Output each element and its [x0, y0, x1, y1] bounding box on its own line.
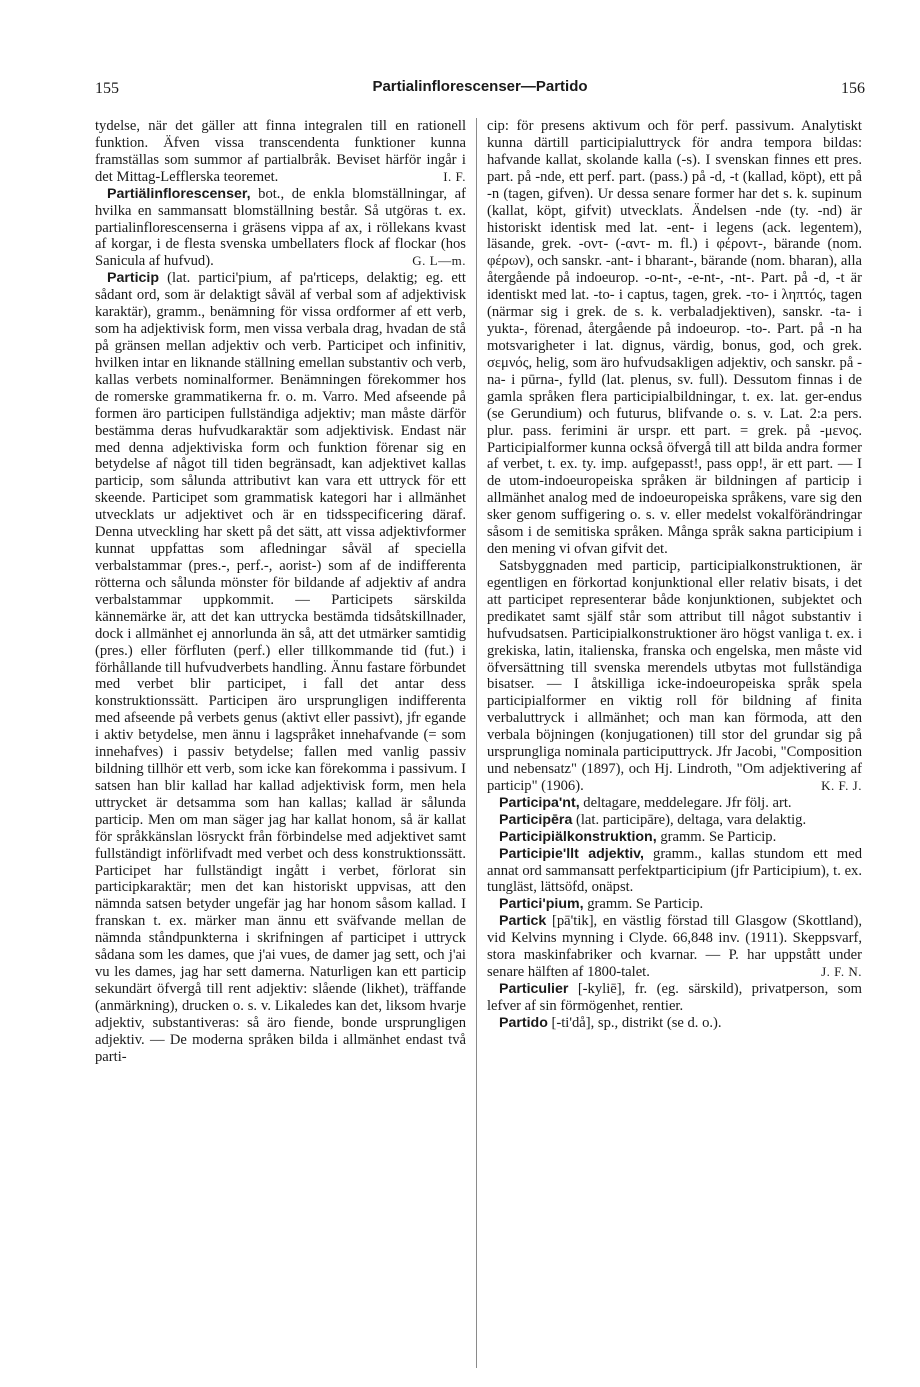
entry-text: bot., de enkla blomställningar, af hvilka en sammansatt blomställning består. Så utgöras t. ex. partialinflorescenserna i gräsens vippa af ax, i röllekans kvast af korgar, i de flesta svenska umbellaters flock af flockar (hos Sanicula af hufvud). [95, 185, 466, 270]
entry-headword: Participie'llt adjektiv, [499, 845, 644, 862]
page-header [95, 78, 865, 102]
entry-particip [95, 270, 466, 1065]
entry-headword: Partido [499, 1014, 548, 1031]
page-number-right: 156 [841, 80, 865, 97]
entry-text: (lat. partici'pium, af pa'rticeps, delaktig; eg. ett sådant ord, som är delaktigt såväl af verbal som af adjektivisk karaktär), gramm., benämning för vissa ordformer af ett verb, som ha adjektivisk form, men vissa verbala drag, hvadan de stå på gränsen mellan adjektiv och verb. Participet och infinitiv, hvilken intar en liknande ställning emellan substantiv och verb, kallas verbets nominalformer. Benämningen förekommer hos de romerske grammatikerna fr. o. m. Varro. Med afseende på formen äro participen fullständiga adjektiv; man måste därför bestämma deras hufvudkaraktär som adjektivisk. Endast när med denna adjektiviska form och funktion förenar sig en betydelse af något till tiden begränsadt, kan adjektivet kallas particip, som sålunda attributivt kan vara ett uttryck för ett skeende. Participet som grammatisk kategori har i allmänhet utvecklats ur adjektivet och är en tidsspecificering däraf. Denna utveckling har skett på det sätt, att vissa adjektivformer kunnat uppfattas som afledningar såväl af speciella verbalstammar (pres.-, perf.-, aorist-) som af de indifferenta rötterna och sålunda mönster för bildande af adjektiv af andra verbalstammar uppkommit. — Participets särskilda kännemärke är, att det kan uttrycka bestämda tidsåtskillnader, dock i allmänhet ej annorlunda än så, att det utmärker samtidig (pres.) eller förfluten (perf.) eller tillkommande tid (fut.) i förhållande till hufvudverbets handling. Ännu fastare förbundet med verbet blir participet, i fall det antar dess konstruktionssätt. Participen äro ursprungligen indifferenta med afseende på verbets genus (aktivt eller passivt), jfr egande i aktiv betydelse, men ännu i lagspråket innehafvande (= som innehafves) i passiv betydelse; fallen med vanlig passiv bildning tillhör ett verb, som icke kan förekomma i passivum. I satsen han blir kallad har kallad adjektivisk form, men hela uttrycket är detsamma som han kallas; kallad är sålunda particip. Men om man säger jag har kallat honom, så är kallat för språkkänslan lösryckt från förbindelse med adjektivet samt fullständigt införlifvadt med verbet och dess konstruktionssätt. Participet har fullständigt ingått i verbet, förlorat sin participkaraktär; men det kan historiskt uppvisas, att den nämnda satsen betyder ungefär jag har honom såsom kallad. I franskan t. ex. märker man ännu ett sväfvande mellan de nämnda ståndpunkterna i skrifningen af participet i uttryck sådana som les dames, que j'ai vues, de damer jag sett, och j'ai vu les dames, jag har sett damerna. Naturligen kan ett particip sekundärt öfvergå till rent adjektiv: slående (likhet), träffande (anmärkning), drucken o. s. v. Likaledes kan det, liksom hvarje adjektiv, substantiveras: så äro fiende, bonde ursprungligen adjektiv. — De moderna språken bilda i allmänhet endast två parti- [95, 270, 466, 1065]
running-head: Partialinflorescenser—Partido [372, 78, 588, 95]
entry-text: (lat. participāre), deltaga, vara delaktig. [572, 811, 807, 828]
entry-partialinflorescenser [95, 186, 466, 271]
entry-headword: Partick [499, 913, 547, 930]
paragraph-text: tydelse, när det gäller att finna integralen till en rationell funktion. Äfven vissa transcendenta funktioner kunna framställas som summor af partialbråk. Beviset härför ingår i det Mittag-Lefflerska teoremet. [95, 118, 466, 185]
column-divider [476, 118, 477, 1368]
entry-headword: Particulier [499, 981, 569, 998]
continuation-paragraph [487, 118, 862, 558]
entry-participialkonstruktion [487, 829, 862, 846]
entry-headword: Partici'pium, [499, 896, 584, 913]
right-column [487, 118, 862, 1032]
entry-participiellt-adjektiv [487, 846, 862, 897]
entry-partido [487, 1015, 862, 1032]
entry-text: gramm. Se Particip. [583, 896, 704, 913]
paragraph-text: Satsbyggnaden med particip, participialkonstruktionen, är egentligen en förkortad konjunktional eller relativ bisats, i det att participet representerar både konjunktionen, subjektet och predikatet samt själf står som attribut till något substantiv i hufvudsatsen. Participialkonstruktioner äro högst vanliga t. ex. i grekiska, latin, italienska, franska och engelska, men måste vid öfversättning till svenska merendels utbytas mot fullständiga bisatser. — I åtskilliga icke-indoeuropeiska språk spela participialformer en viktig roll för bildning af finita verbaluttryck i allmänhet; och man kan förmoda, att den verbala böjningen (konjugationen) till stor del grundar sig på ursprungliga nominala participuttryck. Jfr Jacobi, "Composition und nebensatz" (1897), och Hj. Lindroth, "Om adjektivering af particip" (1906). [487, 557, 862, 794]
entry-headword: Participa'nt, [499, 794, 580, 811]
left-column [95, 118, 466, 1066]
entry-headword: Participēra [499, 811, 573, 828]
entry-text: [-kyliē], fr. (eg. särskild), privatperson, som lefver af sin förmögenhet, rentier. [487, 981, 862, 1014]
entry-participium [487, 896, 862, 913]
entry-headword: Particip [107, 270, 160, 287]
entry-text: [pā'tik], en västlig förstad till Glasgow (Skottland), vid Kelvins mynning i Clyde. 66,848 inv. (1911). Skeppsvarf, stora maskinfabriker och kvarnar. — P. har uppstått under senare hälften af 1800-talet. [487, 913, 862, 981]
continuation-paragraph [95, 118, 466, 186]
entry-particulier [487, 981, 862, 1015]
page-number-left: 155 [95, 80, 119, 97]
author-signature: I. F. [443, 168, 466, 184]
author-signature: G. L—m. [412, 253, 466, 269]
entry-text: deltagare, meddelegare. Jfr följ. art. [579, 794, 792, 811]
paragraph-participialkonstruktion [487, 558, 862, 795]
entry-partick [487, 913, 862, 981]
entry-participant [487, 795, 862, 812]
author-signature: J. F. N. [821, 964, 862, 980]
paragraph-text: cip: för presens aktivum och för perf. passivum. Analytiskt kunna därtill participialuttryck för andra tempora bildas: hafvande kallat, skolande kalla (-s). I svenskan finnes ett pres. part. på -nde, ett perf. part. (pass.) på -d, -t (kallad, köpt), ett på -n (tagen, gifven). Ur dessa senare former har det s. k. supinum (kallat, köpt, gifvit) utvecklats. Ändelsen -nde (ty. -nd) är historiskt identisk med lat. -ent- i legens (ack. legentem), läsande, grek. -οντ- (-αντ- m. fl.) i φέροντ-, bärande (nom. φέρων), och sanskr. -ant- i bharant-, bärande (nom. bharan), alla återgående på indoeurop. -o-nt-, -e-nt-, -nt-. Part. på -d, -t är identiskt med lat. -to- i captus, tagen, grek. -το- i ληπτός, tagen (närmar sig i grek. de s. k. verbaladjektiven), sanskr. -ta- i yukta-, förenad, återgående på indoeurop. -to-. Part. på -n ha motsvarigheter i lat. dignus, värdig, bonus, god, och grek. σεμνός, helig, som äro hufvudsakligen adjektiv, och sanskr. på -na- i pūrna-, fylld (lat. plenus, sv. full). Dessutom finnas i de gamla språken flera participialbildningar, t. ex. lat. ger-endus (se Gerundium) och futurus, blifvande o. s. v. Lat. 2:a pers. plur. pass. ferimini är urspr. ett part. = grek. på -μενος. Participialformer kunna också öfvergå till att bilda andra former af verbet, t. ex. ty. imp. aufgepasst!, pass opp!, är ett part. — I de utom-indoeuropeiska språken är bildningen af particip i allmänhet analog med de indoeuropeiska språkens, vare sig den sker genom suffigering o. s. v. eller medelst vokalförändringar såsom i de semitiska språken. Många språk sakna participium i den mening vi ofvan gifvit det. [487, 118, 862, 558]
entry-text: [-ti'då], sp., distrikt (se d. o.). [547, 1014, 722, 1031]
entry-text: gramm. Se Particip. [656, 828, 777, 845]
entry-participera [487, 812, 862, 829]
author-signature: K. F. J. [821, 777, 862, 793]
entry-headword: Participiälkonstruktion, [499, 828, 657, 845]
entry-text: gramm., kallas stundom ett med annat ord sammansatt perfektparticipium (jfr Participium), t. ex. tungläst, lättsöfd, onäpst. [487, 845, 862, 896]
entry-headword: Partiälinflorescenser, [107, 185, 251, 202]
